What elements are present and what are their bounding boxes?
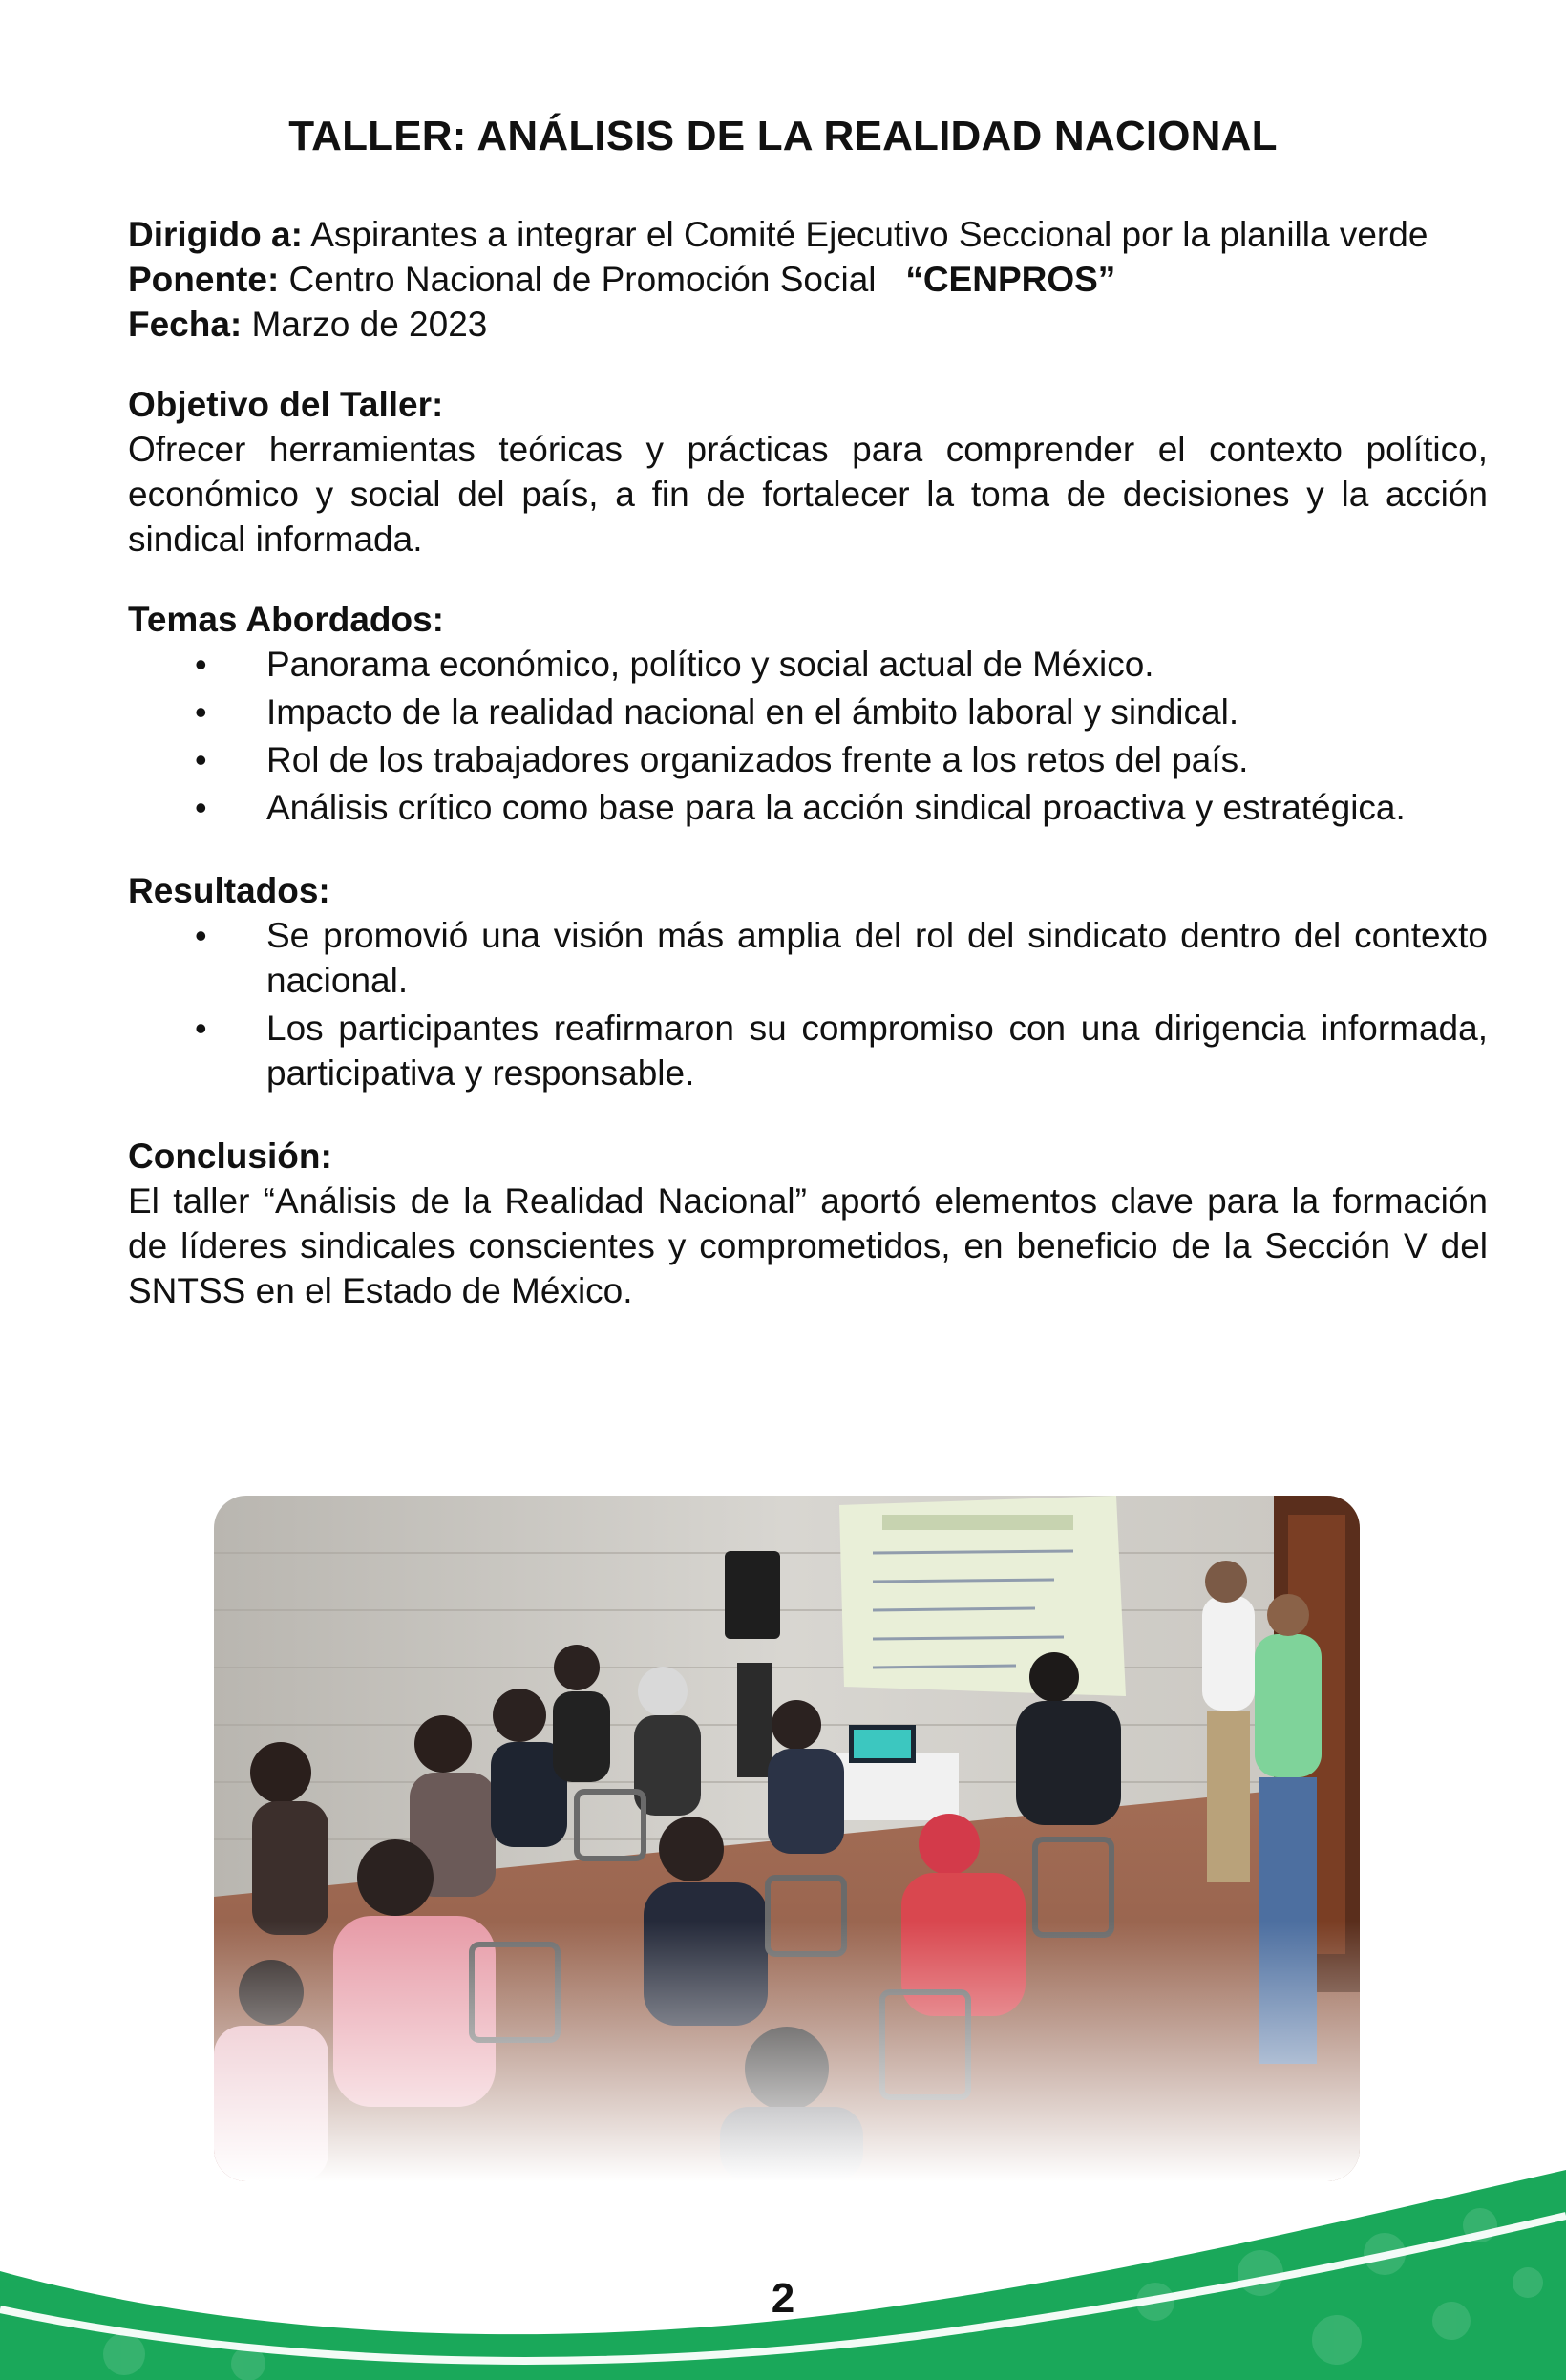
ponente-line [128, 257, 1488, 302]
conclusion-text: El taller “Análisis de la Realidad Nacional” aportó elementos clave para la formación de líderes sindicales conscientes y comprometidos, en beneficio de la Sección V del SNTSS en el Estado de México. [128, 1181, 1488, 1310]
list-item: • Impacto de la realidad nacional en el ámbito laboral y sindical. [128, 690, 1488, 734]
dirigido-value: Aspirantes a integrar el Comité Ejecutivo Seccional por la planilla verde [302, 215, 1428, 254]
ponente-value: Centro Nacional de Promoción Social [279, 260, 906, 299]
temas-heading: Temas Abordados: [128, 600, 444, 639]
footer-wave [0, 2149, 1566, 2380]
objetivo-heading: Objetivo del Taller: [128, 385, 444, 424]
temas-list [128, 642, 1488, 830]
list-item: • Panorama económico, político y social actual de México. [128, 642, 1488, 687]
resultados-heading: Resultados: [128, 871, 330, 910]
fecha-value: Marzo de 2023 [242, 305, 488, 344]
list-item: • Los participantes reafirmaron su compromiso con una dirigencia informada, participativa y responsable. [128, 1006, 1488, 1095]
ponente-label: Ponente: [128, 260, 280, 299]
page-number: 2 [771, 2275, 795, 2322]
document-body [128, 212, 1488, 1313]
list-item: • Se promovió una visión más amplia del rol del sindicato dentro del contexto nacional. [128, 913, 1488, 1003]
ponente-org: “CENPROS” [905, 260, 1116, 299]
workshop-photo [214, 1496, 1360, 2181]
objetivo-text: Ofrecer herramientas teóricas y prácticas para comprender el contexto político, económico y social del país, a fin de fortalecer la toma de decisiones y la acción sindical informada. [128, 430, 1488, 559]
list-item: • Análisis crítico como base para la acción sindical proactiva y estratégica. [128, 785, 1488, 830]
fecha-line [128, 302, 1488, 347]
page-title: TALLER: ANÁLISIS DE LA REALIDAD NACIONAL [288, 113, 1278, 159]
conclusion-heading: Conclusión: [128, 1137, 332, 1176]
dirigido-label: Dirigido a: [128, 215, 303, 254]
resultados-list [128, 913, 1488, 1095]
list-item: • Rol de los trabajadores organizados frente a los retos del país. [128, 737, 1488, 782]
dirigido-line [128, 212, 1488, 257]
fecha-label: Fecha: [128, 305, 243, 344]
